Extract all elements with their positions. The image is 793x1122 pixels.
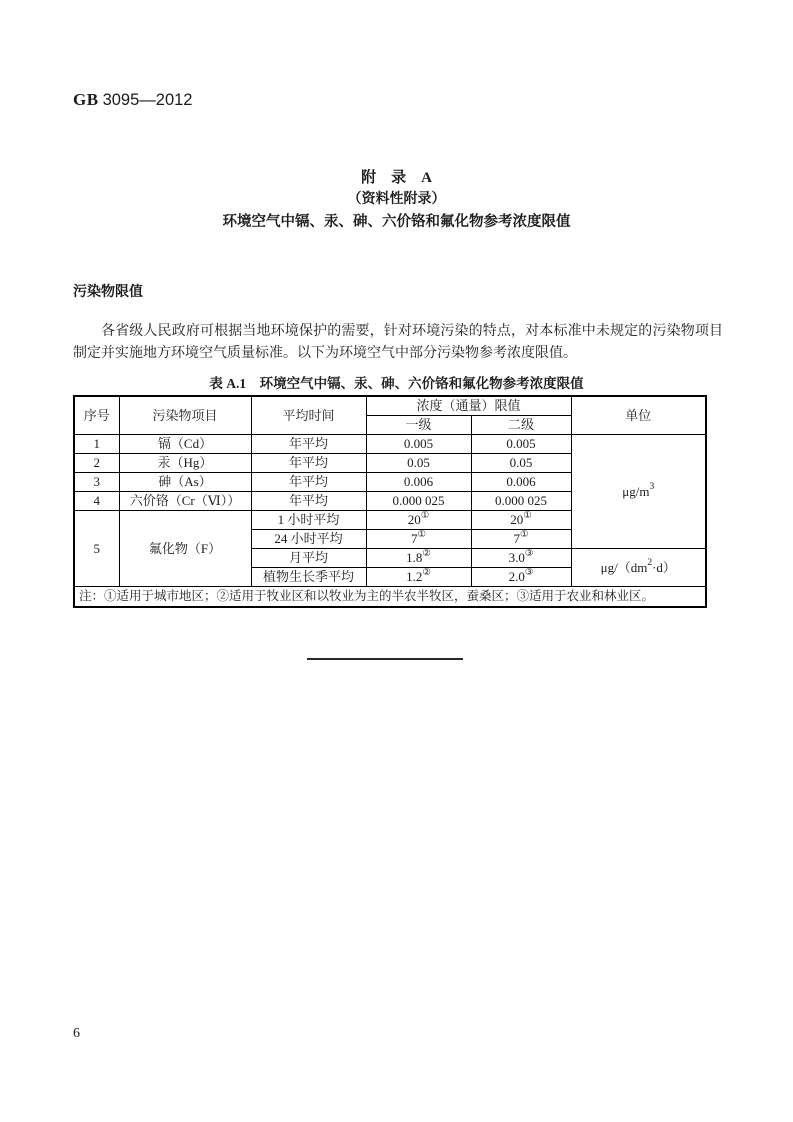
row5d-time: 植物生长季平均 (251, 567, 366, 586)
unit-mass-base: μg/m (622, 483, 650, 499)
row5c-l1-sup: ② (422, 548, 431, 559)
row5a-level1 (366, 510, 471, 529)
row5b-level2 (471, 529, 571, 548)
row2-level1: 0.05 (366, 453, 471, 472)
header-unit: 单位 (571, 396, 706, 434)
unit-mass (571, 434, 706, 548)
row5d-l1-sup: ② (422, 567, 431, 578)
row5c-l2-value: 3.0 (508, 550, 525, 565)
row4-level1: 0.000 025 (366, 491, 471, 510)
document-end-rule (307, 658, 463, 660)
appendix-title-block (0, 167, 793, 233)
row5c-l2-sup: ③ (524, 548, 534, 559)
section-heading: 污染物限值 (73, 285, 143, 300)
unit-flux (571, 548, 706, 586)
row2-pollutant: 汞（Hg） (119, 453, 251, 472)
row5c-level1 (366, 548, 471, 567)
row4-pollutant: 六价铬（Cr（Ⅵ）） (119, 491, 251, 510)
unit-flux-sup: 2 (647, 558, 653, 569)
table-row (74, 434, 706, 453)
row1-pollutant: 镉（Cd） (119, 434, 251, 453)
row3-time: 年平均 (251, 472, 366, 491)
row3-pollutant: 砷（As） (119, 472, 251, 491)
row5a-l2-value: 20 (510, 512, 524, 527)
row4-time: 年平均 (251, 491, 366, 510)
header-limit-group: 浓度（通量）限值 (366, 396, 571, 415)
row5c-l1-value: 1.8 (406, 550, 423, 565)
row2-level2: 0.05 (471, 453, 571, 472)
row5b-l2-sup: ① (519, 529, 529, 540)
row5b-l1-sup: ① (417, 529, 427, 540)
row4-no: 4 (74, 491, 119, 510)
header-no: 序号 (74, 396, 119, 434)
row5b-l1-value: 7 (410, 531, 418, 546)
appendix-subtitle: （资料性附录） (347, 192, 446, 207)
row5a-l1-value: 20 (407, 512, 421, 527)
row5b-l2-value: 7 (513, 531, 520, 546)
row2-no: 2 (74, 453, 119, 472)
row5b-time: 24 小时平均 (251, 529, 366, 548)
row3-level2: 0.006 (471, 472, 571, 491)
row5a-l1-sup: ① (420, 510, 430, 521)
unit-flux-suffix: ·d） (652, 559, 676, 575)
row5d-level1 (366, 567, 471, 586)
row4-level2: 0.000 025 (471, 491, 571, 510)
row5c-time: 月平均 (251, 548, 366, 567)
row1-time: 年平均 (251, 434, 366, 453)
row1-no: 1 (74, 434, 119, 453)
unit-flux-prefix: μg/（dm (600, 559, 648, 575)
standard-code-number: 3095—2012 (102, 91, 193, 109)
row3-no: 3 (74, 472, 119, 491)
row5c-level2 (471, 548, 571, 567)
standard-code (73, 90, 192, 110)
standard-code-prefix: GB (73, 90, 99, 109)
row1-level1: 0.005 (366, 434, 471, 453)
row5a-time: 1 小时平均 (251, 510, 366, 529)
row2-time: 年平均 (251, 453, 366, 472)
body-paragraph: 各省级人民政府可根据当地环境保护的需要，针对环境污染的特点，对本标准中未规定的污染物项目制定并实施地方环境空气质量标准。以下为环境空气中部分污染物参考浓度限值。 (73, 324, 723, 361)
row5-pollutant: 氟化物（F） (119, 510, 251, 586)
table-note: 注：①适用于城市地区；②适用于牧业区和以牧业为主的半农半牧区，蚕桑区；③适用于农业和林业区。 (74, 586, 706, 607)
row3-level1: 0.006 (366, 472, 471, 491)
limits-table (73, 395, 707, 608)
appendix-title: 附 录 A (361, 170, 432, 186)
row5a-level2 (471, 510, 571, 529)
header-level1: 一级 (366, 415, 471, 434)
row5d-l2-value: 2.0 (508, 569, 525, 584)
unit-mass-sup: 3 (649, 482, 655, 493)
row5d-level2 (471, 567, 571, 586)
appendix-heading: 环境空气中镉、汞、砷、六价铬和氟化物参考浓度限值 (222, 214, 571, 230)
row5a-l2-sup: ① (523, 510, 532, 521)
page-number: 6 (73, 1026, 80, 1041)
header-pollutant: 污染物项目 (119, 396, 251, 434)
row5b-level1 (366, 529, 471, 548)
table-header-row-1 (74, 396, 706, 415)
table-caption: 表 A.1 环境空气中镉、汞、砷、六价铬和氟化物参考浓度限值 (209, 376, 584, 391)
table-note-row (74, 586, 706, 607)
row5-no: 5 (74, 510, 119, 586)
row5d-l1-value: 1.2 (406, 569, 423, 584)
header-level2: 二级 (471, 415, 571, 434)
header-avg-time: 平均时间 (251, 396, 366, 434)
row5d-l2-sup: ③ (524, 567, 534, 578)
row1-level2: 0.005 (471, 434, 571, 453)
